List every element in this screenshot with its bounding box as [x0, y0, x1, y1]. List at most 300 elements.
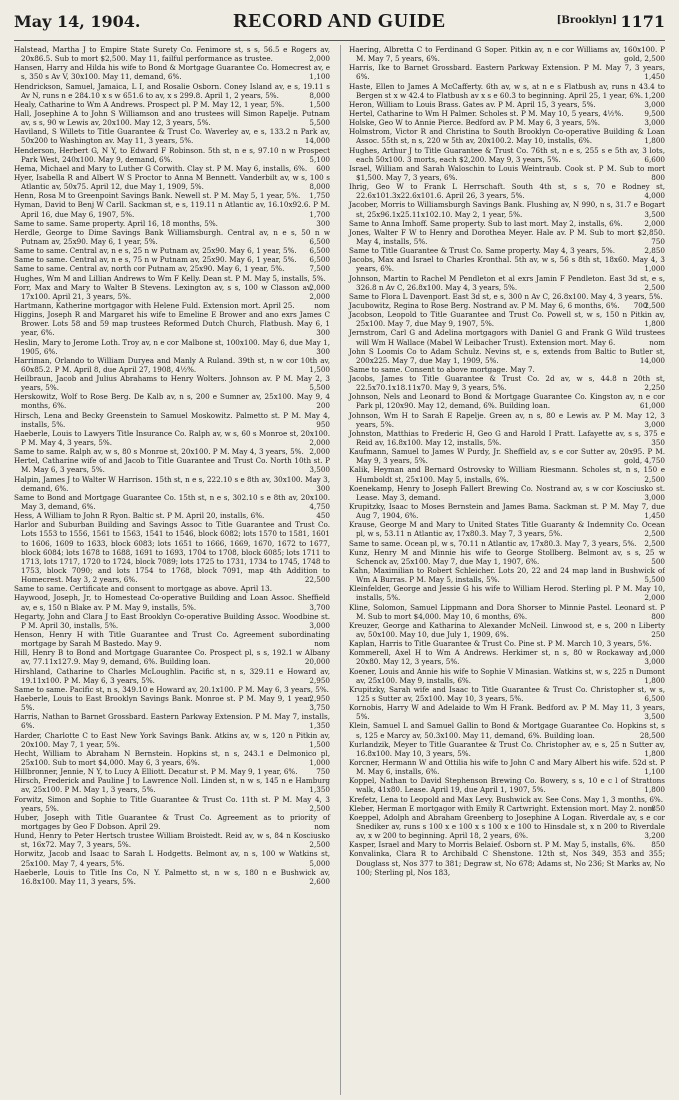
entry-text: Same to Anna Imhoff. Same property. Sub to last mort. May 2, installs, 6%.	[349, 218, 623, 228]
entry-amount: 4,750	[309, 502, 330, 512]
entry-amount: 2,950	[309, 675, 330, 685]
entry-amount: 3,000	[644, 492, 665, 502]
entry-text: Haviland, S Willets to Title Guarantee & Trust Co. Waverley av, e s, 133.2 n Park av, 50x200 to Washington av. May 11, 3 years, 5%.	[14, 127, 330, 146]
mortgage-entry	[349, 164, 665, 182]
entry-amount: 3,200	[644, 831, 665, 841]
entry-text: Same to same. Central av, north cor Putnam av, 25x90. May 6, 1 year, 5%.	[14, 264, 285, 274]
entry-amount: 28,500	[639, 730, 665, 740]
entry-text: Jacobs, James to Title Guarantee & Trust Co. 2d av, w s, 44.8 n 20th st, 22.5x70.1x18.11x70. May 9, 3 years, 5%.	[349, 374, 665, 393]
mortgage-entry	[14, 374, 330, 392]
entry-text: Hema, Michael and Mary to Luther G Corwith. Clay st. P M. May 6, installs, 6%.	[14, 163, 308, 173]
page-header	[14, 10, 665, 41]
entry-amount: 2,000	[309, 447, 330, 457]
entry-text: Haywood, Joseph, Jr, to Homestead Co-operative Building and Loan Assoc. Sheffield av, e s, 150 n Blake av. P M. May 9, installs, 5%.	[14, 593, 330, 612]
entry-amount: 5,500	[309, 383, 330, 393]
entry-text: Koeppel, Adolph and Abraham Greenberg to Josephine A Logan. Riverdale av, s e cor Snediker av, runs s 100 x e 100 x s 100 x e 100 to Hinsdale st, x n 200 to Riverdale av, x w 200 to beginning. April 18, 2 years, 6%.	[349, 812, 665, 841]
entry-amount: 850	[651, 803, 665, 813]
entry-amount: 2,250	[644, 383, 665, 393]
mortgage-entry	[14, 411, 330, 429]
mortgage-entry	[14, 612, 330, 630]
entry-amount: 2,000	[644, 593, 665, 603]
entry-text: Krupitzky, Sarah wife and Isaac to Title Guarantee & Trust Co. Christopher st, w s, 125 s Sutter av, 25x100. May 10, 3 years, 5%.	[349, 684, 665, 703]
mortgage-entry	[14, 749, 330, 767]
mortgage-entry	[14, 831, 330, 849]
mortgage-entry	[349, 566, 665, 584]
mortgage-entry	[349, 447, 665, 465]
entry-text: Same to same. Certificate and consent to mortgage as above. April 13.	[14, 584, 272, 594]
entry-text: Same to same. Central av, n e s, 75 n w Putnam av, 25x90. May 6, 1 year, 5%.	[14, 255, 297, 265]
mortgage-entry	[349, 228, 665, 246]
entry-amount: 1,500	[309, 739, 330, 749]
left-column	[14, 45, 330, 1095]
entry-text: Hertel, Catharine wife of and Jacob to Title Guarantee and Trust Co. North 10th st. P M. May 6, 3 years, 5%.	[14, 456, 330, 475]
mortgage-entry	[14, 82, 330, 100]
mortgage-entry	[349, 520, 665, 538]
entry-text: Koenekamp, Henry to Joseph Fallert Brewing Co. Nostrand av, s w cor Kosciusko st. Lease. May 3, demand.	[349, 483, 665, 502]
entry-text: Hendrickson, Samuel, Jamaica, L I, and Rosalie Osborn. Coney Island av, e s, 19.11 s Av N, runs n e 284.10 x s w 651.6 to av, x s 299.8. April 1, 2 years, 5%.	[14, 81, 330, 100]
mortgage-entry	[349, 740, 665, 758]
entry-text: Hughes, Arthur J to Title Guarantee & Trust Co. 76th st, n e s, 255 s e 5th av, 3 lots, each 50x100. 3 morts, each $2,200. May 9, 3 years, 5%.	[349, 145, 665, 164]
mortgage-entry	[349, 758, 665, 776]
entry-text: Horwitz, Jacob and Isaac to Sarah L Hodgetts. Belmont av, n s, 100 w Watkins st, 25x100. May 7, 4 years, 5%.	[14, 849, 330, 868]
entry-amount: 1,750	[309, 191, 330, 201]
mortgage-entry	[349, 118, 665, 127]
entry-text: Haste, Ellen to James A McCafferty. 6th av, w s, at n e s Flatbush av, runs n 43.4 to Bergen st x w 42.4 to Flatbush av x s e 60.3 to beginning. April 25, 1 year, 6%.	[349, 81, 665, 100]
entry-text: Kurlandzik, Meyer to Title Guarantee & Trust Co. Christopher av, e s, 25 n Sutter av, 16.8x100. May 10, 3 years, 5%.	[349, 739, 665, 758]
mortgage-entry	[349, 63, 665, 81]
entry-text: Hecht, William to Abraham N Bernstein. Hopkins st, n s, 243.1 e Delmonico pl, 25x100. Sub to mort $4,000. May 6, 3 years, 6%.	[14, 748, 330, 767]
entry-text: Same to same. Ralph av, w s, 80 s Monroe st, 20x100. P M. May 4, 3 years, 5%.	[14, 447, 304, 457]
mortgage-entry	[14, 520, 330, 584]
entry-amount: 7,500	[309, 264, 330, 274]
entry-text: Kaplan, Harris to Title Guarantee & Trust Co. Pine st. P M. March 10, 3 years, 5%.	[349, 639, 652, 649]
mortgage-entry	[14, 795, 330, 813]
mortgage-entry	[14, 630, 330, 648]
entry-text: Hirsch, Lena and Becky Greenstein to Samuel Moskowitz. Palmetto st. P M. May 4, installs, 5%.	[14, 410, 330, 429]
mortgage-entry	[14, 667, 330, 685]
mortgage-entry	[349, 347, 665, 365]
entry-text: Haeberle, Louis to Title Ins Co, N Y. Palmetto st, n w s, 180 n e Bushwick av, 16.8x100. May 11, 3 years, 5%.	[14, 867, 330, 886]
entry-text: Johnson, Wm H to Sarah E Rapelje. Green av, n s, 80 e Lewis av. P M. May 12, 3 years, 5%.	[349, 410, 665, 429]
entry-text: Korcner, Hermann W and Ottilia his wife to John C and Mary Albert his wife. 52d st. P M. May 6, installs, 6%.	[349, 757, 665, 777]
mortgage-entry	[349, 82, 665, 100]
entry-text: Jacubowitz, Regina to Rose Berg. Nostrand av. P M. May 6, 6 months, 6%.	[349, 300, 620, 310]
entry-text: Kline, Solomon, Samuel Lippmann and Dora Shorser to Minnie Pastel. Leonard st. P M. Sub to mort $4,000. May 10, 6 months, 6%.	[349, 602, 665, 621]
mortgage-entry	[349, 310, 665, 328]
mortgage-entry	[349, 465, 665, 483]
entry-amount: 8,000	[309, 182, 330, 192]
mortgage-entry	[349, 200, 665, 218]
entry-text: Higgins, Joseph R and Margaret his wife to Emeline E Brower and ano exrs James C Brower. Lots 58 and 59 map trustees Reformed Dutch Church, Flatbush. May 6, 1 year, 6%.	[14, 310, 330, 338]
entry-amount: nom	[314, 300, 330, 310]
entry-text: Klein, Samuel L and Samuel Gallin to Bond & Mortgage Guarantee Co. Hopkins st, s s, 125 e Marcy av, 50.3x100. May 11, demand, 6%. Building loan.	[349, 721, 665, 740]
entry-amount: 5,000	[309, 858, 330, 868]
entry-amount: 750	[316, 767, 330, 777]
entry-text: Same to same. Same property. April 16, 18 months, 5%.	[14, 218, 218, 228]
entry-text: Same to same. Consent to above mortgage. May 7.	[349, 364, 535, 374]
page-number: 1171	[620, 12, 665, 31]
entry-amount: 300	[316, 218, 330, 228]
entry-amount: nom	[314, 821, 330, 831]
entry-text: Forwitz, Simon and Sophie to Title Guarantee & Trust Co. 11th st. P M. May 4, 3 years, 5%.	[14, 794, 330, 813]
entry-text: Henson, Henry H with Title Guarantee and Trust Co. Agreement subordinating mortgage by Sarah M Bastedo. May 9.	[14, 630, 330, 649]
entry-text: John S Loomis Co to Adam Schulz. Nevins st, e s, extends from Baltic to Butler st, 200x225. May 7, due May 1, 1909, 5%.	[349, 346, 665, 365]
mortgage-entry	[349, 328, 665, 346]
publication-title: RECORD AND GUIDE	[233, 10, 446, 32]
mortgage-entry	[349, 274, 665, 292]
entry-amount: 1,200	[644, 90, 665, 100]
entry-amount: 2,850	[644, 246, 665, 256]
entry-amount: 1,800	[644, 136, 665, 146]
entry-text: Hartmann, Katherine mortgagor with Helene Fuld. Extension mort. April 25.	[14, 300, 295, 310]
mortgage-entry	[349, 365, 665, 374]
mortgage-entry	[349, 429, 665, 447]
entry-amount: gold, 2,500	[624, 54, 665, 64]
entry-text: Kommerell, Axel H to Wm A Andrews. Herkimer st, n s, 80 w Rockaway av, 20x80. May 12, 3 years, 5%.	[349, 648, 648, 667]
entry-amount: 9,500	[644, 108, 665, 118]
mortgage-entry	[349, 621, 665, 639]
borough-label: [Brooklyn]	[556, 15, 617, 26]
mortgage-entry	[349, 301, 665, 310]
entry-amount: 6,600	[644, 154, 665, 164]
entry-text: Haering, Albretta C to Ferdinand G Soper. Pitkin av, n e cor Williams av, 160x100. P M. May 7, 5 years, 6%.	[349, 45, 665, 64]
mortgage-entry	[14, 310, 330, 337]
entry-text: Kunz, Henry M and Minnie his wife to George Stollberg. Belmont av, s s, 25 w Schenck av, 25x100. May 7, due May 1, 1907, 6%.	[349, 547, 665, 566]
mortgage-entry	[14, 338, 330, 356]
entry-text: Johnston, Matthias to Frederic H, Geo G and Harold I Pratt. Lafayette av, s s, 375 e Reid av, 16.8x100. May 12, installs, 5%.	[349, 428, 665, 448]
entry-text: Jacobs, Max and Israel to Charles Kronthal. 5th av, w s, 56 s 8th st, 18x60. May 4, 3 years, 6%.	[349, 255, 665, 274]
mortgage-entry	[14, 767, 330, 776]
mortgage-entry	[14, 511, 330, 520]
entry-amount: 300	[316, 328, 330, 338]
entry-text: Ihrig, Geo W to Frank L Herrschaft. South 4th st, s s, 70 e Rodney st, 22.6x101.3x22.6x101.6. April 26, 3 years, 5%.	[349, 182, 665, 201]
entry-text: Halstead, Martha J to Empire State Surety Co. Fenimore st, s s, 56.5 e Rogers av, 20x86.5. Sub to mort $2,500. May 11, failful performance as trustee.	[14, 45, 330, 64]
mortgage-entry	[14, 447, 330, 456]
mortgage-entry	[349, 603, 665, 621]
entry-amount: 1,000	[309, 757, 330, 767]
entry-text: Hughes, Wm M and Lillian Andrews to Wm F Kelly. Dean st. P M. May 5, installs, 5%.	[14, 273, 326, 283]
column-container	[14, 45, 665, 1095]
entry-amount: 1,100	[644, 767, 665, 777]
mortgage-entry	[349, 539, 665, 548]
mortgage-entry	[14, 593, 330, 611]
mortgage-entry	[14, 164, 330, 173]
entry-amount: nom	[638, 803, 655, 813]
entry-text: Hansen, Harry and Hilda his wife to Bond & Mortgage Guarantee Co. Homecrest av, e s, 350 s Av V, 30x100. May 11, demand, 6%.	[14, 63, 330, 82]
mortgage-entry	[349, 109, 665, 118]
entry-amount: 2,500	[644, 474, 665, 484]
entry-amount: 3,000	[644, 419, 665, 429]
entry-amount: 1,000	[644, 264, 665, 274]
mortgage-entry	[14, 868, 330, 886]
mortgage-entry	[349, 182, 665, 200]
entry-amount: 500	[651, 556, 665, 566]
entry-text: Healy, Catharine to Wm A Andrews. Prospect pl. P M. May 12, 1 year, 5%.	[14, 99, 285, 109]
entry-amount: 2,000	[644, 218, 665, 228]
entry-text: Jacobson, Leopold to Title Guarantee and Trust Co. Powell st, w s, 150 n Pitkin av, 25x100. May 7, due May 9, 1907, 5%.	[349, 310, 665, 329]
entry-amount: 2,950	[309, 693, 330, 703]
mortgage-entry	[349, 703, 665, 721]
entry-text: Hill, Henry B to Bond and Mortgage Guarantee Co. Prospect pl, s s, 192.1 w Albany av, 77.11x127.9. May 9, demand, 6%. Building loan.	[14, 648, 330, 667]
mortgage-entry	[14, 283, 330, 301]
entry-text: Israel, William and Sarah Waloschin to Louis Weintraub. Cook st. P M. Sub to mort $1,500. May 7, 3 years, 6%.	[349, 163, 665, 182]
entry-text: Hertel, Catharine to Wm H Palmer. Scholes st. P M. May 10, 5 years, 4½%.	[349, 108, 624, 118]
entry-amount: 450	[316, 511, 330, 521]
entry-text: Hillbronner, Jennie, N Y, to Lucy A Elliott. Decatur st. P M. May 9, 1 year, 6%.	[14, 767, 298, 777]
entry-text: Hund, Henry to Peter Hertsch trustee William Broistedt. Reid av, w s, 84 n Kosciusko st, 16x72. May 7, 3 years, 5%.	[14, 831, 330, 850]
mortgage-entry	[349, 219, 665, 228]
mortgage-entry	[14, 219, 330, 228]
entry-text: Konvalinka, Clara R to Archibald C Shenstone. 12th st, Nos 349, 353 and 355; Douglass st, Nos 377 to 381; Degraw st, No 678; Adams st, No 236; St Marks av, No 100; Sterling pl, Nos 183,	[349, 849, 665, 877]
mortgage-entry	[14, 429, 330, 447]
mortgage-entry	[14, 731, 330, 749]
mortgage-entry	[349, 255, 665, 273]
mortgage-entry	[349, 411, 665, 429]
entry-amount: 1,000	[644, 648, 665, 658]
mortgage-entry	[14, 109, 330, 127]
entry-text: Jones, Walter F W to Henry and Dorothea Meyer. Hale av. P M. Sub to mort $2,850. May 4, installs, 5%.	[349, 227, 665, 246]
entry-text: Heslin, Mary to Jerome Loth. Troy av, n e cor Malbone st, 100x100. May 6, due May 1, 1905, 6%.	[14, 337, 330, 356]
entry-text: Johnson, Martin to Rachel M Pendleton et al exrs Jamin F Pendleton. East 3d st, e s, 326.8 n Av C, 26.8x100. May 4, 3 years, 5%.	[349, 273, 665, 292]
entry-text: Hirsch, Frederick and Pauline J to Lawrence Noll. Linden st, n w s, 145 n e Hamburg av, 25x100. P M. May 1, 3 years, 5%.	[14, 776, 330, 795]
entry-amount: gold, 4,750	[624, 456, 665, 466]
mortgage-entry	[14, 356, 330, 374]
mortgage-entry	[14, 127, 330, 145]
entry-text: Harder, Charlotte C to East New York Savings Bank. Atkins av, w s, 120 n Pitkin av, 20x100. May 7, 1 year, 5%.	[14, 730, 330, 749]
entry-text: Herskowitz, Wolf to Rose Berg. De Kalb av, n s, 200 e Sumner av, 25x100. May 9, 4 months, 6%.	[14, 392, 330, 411]
entry-text: Hall, Josephine A to John S Williamson and ano trustees will Simon Rapelje. Putnam av, s s, 90 w Lewis av, 20x100. May 12, 3 years, 5%.	[14, 108, 330, 128]
mortgage-entry	[14, 146, 330, 164]
entry-text: Hyer, Isabella R and Albert W S Proctor to Anna M Bennett. Vanderbilt av, w s, 100 s Atlantic av, 50x75. April 12, due May 1, 1909, 5%.	[14, 172, 330, 192]
mortgage-entry	[14, 712, 330, 730]
mortgage-entry	[14, 456, 330, 474]
entry-amount: 3,000	[644, 118, 665, 128]
entry-amount: 1,500	[309, 99, 330, 109]
mortgage-entry	[14, 228, 330, 246]
entry-amount: 5,500	[309, 118, 330, 128]
entry-amount: 2,500	[644, 282, 665, 292]
entry-text: Kasper, Israel and Mary to Morris Belaief. Osborn st. P M. May 5, installs, 6%.	[349, 840, 636, 850]
entry-text: Johnson, Nels and Leonard to Bond & Mortgage Guarantee Co. Kingston av, n e cor Park pl, 120x90. May 12, demand, 6%. Building loan.	[349, 392, 665, 411]
entry-amount: 2,000	[309, 54, 330, 64]
mortgage-entry	[349, 840, 665, 849]
entry-text: Same to Flora L Davenport. East 3d st, e s, 300 n Av C, 26.8x100. May 4, 3 years, 5%.	[349, 291, 663, 301]
mortgage-entry	[349, 146, 665, 164]
entry-amount: 300	[316, 483, 330, 493]
entry-amount: 2,000	[309, 291, 330, 301]
entry-text: Haeberle, Louis to Lawyers Title Insurance Co. Ralph av, w s, 60 s Monroe st, 20x100. P M. May 4, 3 years, 5%.	[14, 428, 330, 448]
entry-amount: 2,000	[309, 438, 330, 448]
mortgage-entry	[349, 392, 665, 410]
entry-amount: 1,100	[309, 72, 330, 82]
mortgage-entry	[349, 246, 665, 255]
entry-text: Heilbraun, Jacob and Julius Abrahams to Henry Wolters. Johnson av. P M. May 2, 3 years, 5%.	[14, 374, 330, 393]
entry-text: Hess, A William to John R Ryon. Baltic st. P M. April 20, installs, 6%.	[14, 511, 265, 521]
mortgage-entry	[349, 721, 665, 739]
mortgage-entry	[14, 191, 330, 200]
mortgage-entry	[349, 584, 665, 602]
entry-amount: 5,500	[644, 575, 665, 585]
entry-amount: 14,000	[304, 136, 330, 146]
entry-amount: 1,800	[644, 675, 665, 685]
entry-amount: 700	[633, 300, 648, 310]
entry-amount: 6,500	[644, 693, 665, 703]
mortgage-entry	[14, 776, 330, 794]
entry-amount: nom	[649, 337, 665, 347]
entry-amount: 3,500	[644, 712, 665, 722]
entry-amount: 6,500	[309, 236, 330, 246]
entry-amount: 3,750	[309, 703, 330, 713]
entry-amount: 3,000	[309, 620, 330, 630]
entry-amount: 250	[651, 630, 665, 639]
entry-amount: 20,000	[304, 657, 330, 667]
entry-amount: 4,000	[644, 191, 665, 201]
mortgage-entry	[349, 374, 665, 392]
entry-text: Koener, Louis and Annie his wife to Sophie V Minasian. Watkins st, w s, 225 n Dumont av, 25x100. May 9, installs, 6%.	[349, 666, 665, 685]
entry-text: Huber, Joseph with Title Guarantee & Trust Co. Agreement as to priority of mortgages by Geo F Dobson. April 29.	[14, 812, 330, 831]
entry-amount: 2,500	[644, 538, 665, 548]
entry-text: Hyman, David to Benj W Carll. Sackman st, e s, 119.11 n Atlantic av, 16.10x92.6. P M. April 16, due May 6, 1907, 5%.	[14, 200, 330, 219]
mortgage-entry	[349, 849, 665, 876]
mortgage-entry	[349, 45, 665, 63]
mortgage-entry	[14, 246, 330, 255]
mortgage-entry	[349, 685, 665, 703]
entry-amount: 3,000	[644, 657, 665, 667]
mortgage-entry	[14, 392, 330, 410]
mortgage-entry	[14, 173, 330, 191]
mortgage-entry	[14, 849, 330, 867]
entry-text: Jacober, Morris to Williamsburgh Savings Bank. Flushing av, N 990, n s, 31.7 e Bogart st, 25x96.1x25.11x102.10. May 2, 1 year, 5%.	[349, 200, 665, 219]
entry-amount: 2,500	[644, 300, 665, 310]
entry-amount: 750	[651, 236, 665, 246]
entry-text: Kleber, Herman E mortgagor with Emily R Cartwright. Extension mort. May 2.	[349, 803, 637, 813]
entry-text: Harlor and Suburban Building and Savings Assoc to Title Guarantee and Trust Co. Lots 1553 to 1556, 1561 to 1563, 1541 to 1546, block 6082; lots 1570 to 1581, 1601 to 1606, 1609 to 1633, block 6083; lots 1651 to 1666, 1669, 1670, 1672 to 1677, block 6084; lots 1678 to 1688, 1691 to 1693, 1704 to 1708, block 6085; lots 1711 to 1713, lots 1717, 1720 to 1724, block 7089; lots 1725 to 1731, 1734 to 1745, 1748 to 1753, block 7090; and lots 1754 to 1768, block 7091, map 4th Addition to Homecrest. May 3, 2 years, 6%.	[14, 520, 330, 585]
entry-amount: 300	[316, 346, 330, 356]
entry-amount: 2,000	[309, 282, 330, 292]
entry-amount: 1,800	[644, 748, 665, 758]
entry-text: Harris, Nathan to Barnet Grossbard. Eastern Parkway Extension. P M. May 7, installs, 6%.	[14, 712, 330, 731]
entry-amount: 2,600	[309, 876, 330, 886]
mortgage-entry	[14, 264, 330, 273]
entry-text: Halpin, James J to Walter W Harrison. 15th st, n e s, 222.10 s e 8th av, 30x100. May 3, demand, 6%.	[14, 474, 330, 493]
mortgage-entry	[14, 813, 330, 831]
mortgage-entry	[14, 475, 330, 493]
entry-text: Krupitzky, Isaac to Moses Bernstein and James Bama. Sackman st. P M. May 7, due Aug 7, 1904, 6%.	[349, 502, 665, 521]
entry-amount: 1,450	[644, 511, 665, 521]
entry-text: Kleinfelder, George and Jessie G his wife to William Herod. Sterling pl. P M. May 10, installs, 5%.	[349, 584, 665, 603]
entry-text: Same to same. Ocean pl, w s, 70.11 n Atlantic av, 17x80.3. May 7, 3 years, 5%.	[349, 538, 637, 548]
entry-amount: 3,700	[309, 602, 330, 612]
mortgage-entry	[349, 667, 665, 685]
entry-amount: 1,700	[309, 209, 330, 219]
right-column	[340, 45, 665, 1095]
mortgage-entry	[14, 493, 330, 511]
entry-text: Henn, Rosa M to Greenpoint Savings Bank. Newell st. P M. May 5, 1 year, 5%.	[14, 191, 301, 201]
issue-date: May 14, 1904.	[14, 12, 141, 31]
entry-amount: 22,500	[304, 575, 330, 585]
mortgage-entry	[349, 100, 665, 109]
entry-text: Jernstrom, Carl G and Adelina mortgagors with Daniel G and Frank G Wild trustees will Wm H Wallace (Mabel W Leibacher Trust). Extension mort. May 6.	[349, 328, 665, 347]
entry-amount: nom	[314, 639, 330, 649]
entry-amount: 1,350	[309, 785, 330, 795]
entry-text: Forr, Max and Mary to Walter B Stevens. Lexington av, s s, 100 w Classon av, 17x100. April 21, 3 years, 5%.	[14, 282, 313, 301]
mortgage-entry	[14, 45, 330, 63]
entry-amount: 1,800	[644, 785, 665, 795]
entry-text: Krefetz, Lena to Leopold and Max Levy. Bushwick av. See Cons. May 1, 3 months, 6%.	[349, 794, 664, 804]
mortgage-entry	[14, 648, 330, 666]
entry-amount: 6,500	[309, 255, 330, 265]
entry-text: Krause, George M and Mary to United States Title Guaranty & Indemnity Co. Ocean pl, w s, 53.11 n Atlantic av, 17x80.3. May 7, 3 years, 5%.	[349, 520, 665, 539]
entry-text: Harriman, Orlando to William Duryea and Manly A Ruland. 39th st, n w cor 10th av, 60x85.2. P M. April 8, due April 27, 1908, 4½%.	[14, 355, 330, 374]
entry-amount: 1,500	[309, 364, 330, 374]
entry-amount: 800	[651, 611, 665, 621]
entry-text: Herdle, George to Dime Savings Bank Williamsburgh. Central av, n e s, 50 n w Putnam av, 25x90. May 6, 1 year, 5%.	[14, 227, 330, 246]
entry-amount: 600	[316, 163, 330, 173]
mortgage-entry	[349, 648, 665, 666]
mortgage-entry	[349, 502, 665, 520]
entry-amount: 2,500	[644, 529, 665, 539]
entry-amount: 800	[651, 172, 665, 182]
entry-text: Kornobis, Harry W and Adelaide to Wm H Frank. Bedford av. P M. May 11, 3 years, 5%.	[349, 703, 665, 722]
entry-amount: 950	[316, 419, 330, 429]
entry-amount: 1,350	[309, 721, 330, 731]
entry-text: Henderson, Herbert G, N Y, to Edward F Robinson. 5th st, n e s, 97.10 n w Prospect Park West, 240x100. May 9, demand, 6%.	[14, 145, 330, 164]
mortgage-entry	[14, 63, 330, 81]
mortgage-entry	[14, 255, 330, 264]
entry-amount: 8,000	[309, 90, 330, 100]
mortgage-entry	[349, 484, 665, 502]
entry-text: Holmstrom, Victor R and Christina to South Brooklyn Co-operative Building & Loan Assoc. 55th st, n s, 220 w 5th av, 20x100.2. May 10, installs, 6%.	[349, 127, 665, 146]
entry-amount: 2,500	[309, 840, 330, 850]
mortgage-entry	[14, 100, 330, 109]
entry-text: Holske, Geo W to Annie Pierce. Bedford av. P M. May 6, 3 years, 5%.	[349, 118, 601, 128]
entry-text: Koppel, Nathan to David Stephenson Brewing Co. Bowery, s s, 10 e c l of Strattons walk, 41x80. Lease. April 19, due April 1, 1907, 5%.	[349, 776, 665, 795]
mortgage-entry	[14, 301, 330, 310]
mortgage-entry	[349, 813, 665, 840]
entry-text: Same to Title Guarantee & Trust Co. Same property. May 4, 3 years, 5%.	[349, 246, 615, 256]
entry-amount: 850	[651, 840, 665, 850]
entry-amount: 1,800	[644, 319, 665, 329]
entry-amount: 1,450	[644, 72, 665, 82]
entry-text: Kalik, Heyman and Bernard Ostrovsky to William Riesmann. Scholes st, n s, 150 e Humboldt st, 25x100. May 5, installs, 6%.	[349, 465, 665, 484]
entry-text: Hirshland, Catharine to Charles McLoughlin. Pacific st, n s, 329.11 e Howard av, 19.11x100. P M. May 6, 3 years, 5%.	[14, 666, 330, 685]
entry-text: Same to same. Pacific st, n s, 349.10 e Howard av, 20.1x100. P M. May 6, 3 years, 5%.	[14, 684, 329, 694]
entry-amount: 3,000	[644, 99, 665, 109]
mortgage-entry	[14, 694, 330, 712]
mortgage-entry	[349, 548, 665, 566]
entry-text: Kreuzer, George and Katharina to Alexander McNeil. Linwood st, e s, 200 n Liberty av, 50x100. May 10, due July 1, 1909, 6%.	[349, 620, 665, 639]
entry-amount: 200	[316, 401, 330, 411]
mortgage-entry	[14, 200, 330, 218]
mortgage-entry	[349, 776, 665, 794]
entry-text: Harris, Ike to Barnet Grossbard. Eastern Parkway Extension. P M. May 7, 3 years, 6%.	[349, 63, 665, 82]
entry-amount: 14,000	[639, 355, 665, 365]
entry-amount: 2,500	[309, 803, 330, 813]
entry-text: Same to Bond and Mortgage Guarantee Co. 15th st, n e s, 302.10 s e 8th av, 20x100. May 3, demand, 6%.	[14, 492, 330, 512]
entry-amount: 6,500	[309, 246, 330, 256]
entry-amount: 350	[651, 438, 665, 448]
entry-text: Same to same. Central av, n e s, 25 n w Putnam av, 25x90. May 6, 1 year, 5%.	[14, 246, 297, 256]
entry-text: Kaufmann, Samuel to James W Purdy, Jr. Sheffield av, s e cor Sutter av, 20x95. P M. May 9, 3 years, 5%.	[349, 447, 665, 466]
entry-amount: 3,500	[644, 209, 665, 219]
entry-amount: 5,100	[309, 154, 330, 164]
mortgage-entry	[349, 804, 665, 813]
entry-text: Hegarty, John and Clara J to East Brooklyn Co-operative Building Assoc. Woodbine st. P M. April 30, installs, 5%.	[14, 611, 330, 630]
entry-text: Heron, William to Louis Brass. Gates av. P M. April 15, 3 years, 5%.	[349, 99, 596, 109]
entry-text: Kahn, Maximilian to Robert Schleicher. Lots 20, 22 and 24 map land in Bushwick of Wm A Burras. P M. May 5, installs, 5%.	[349, 566, 665, 585]
mortgage-entry	[14, 584, 330, 593]
entry-text: Haeberle, Louis to East Brooklyn Savings Bank. Monroe st. P M. May 9, 1 year, 5%.	[14, 693, 313, 713]
